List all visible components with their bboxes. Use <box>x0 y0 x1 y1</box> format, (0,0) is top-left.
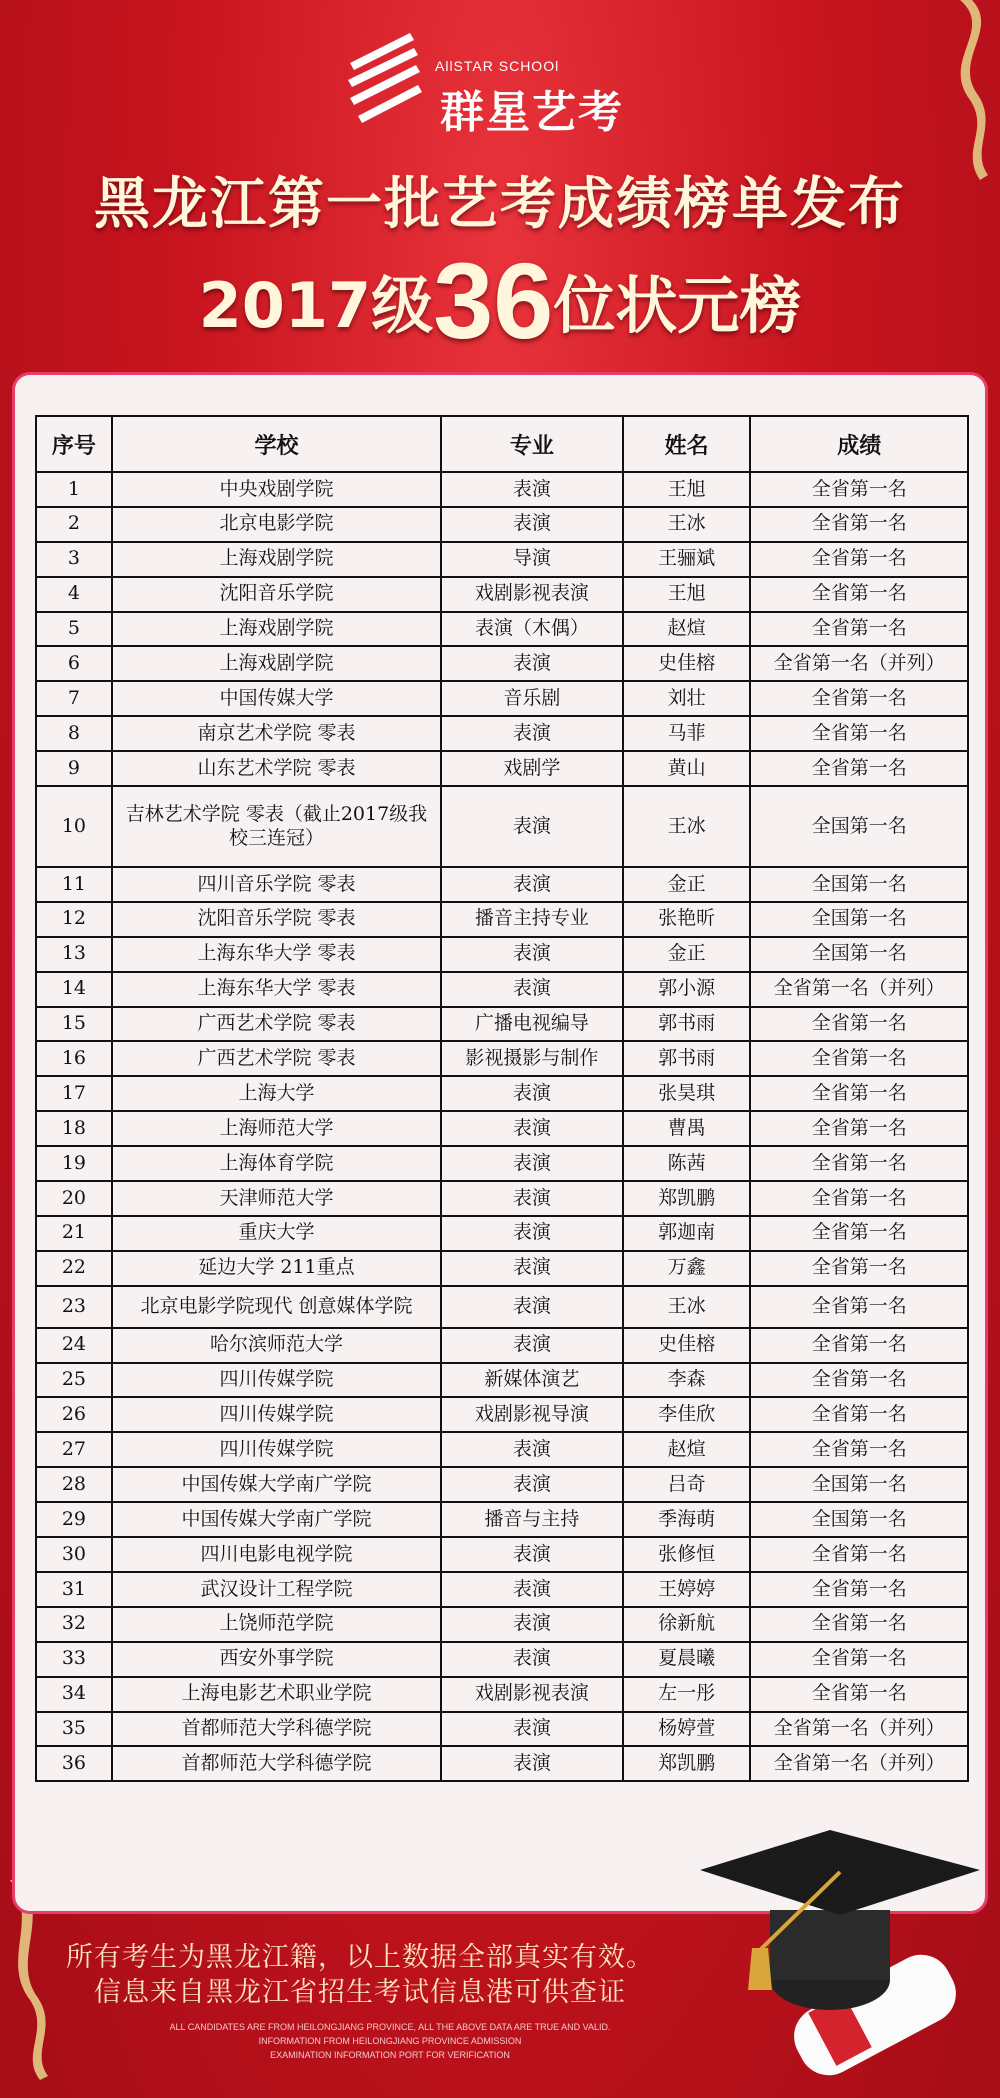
table-cell: 10 <box>36 786 112 867</box>
table-cell: 全省第一名 <box>750 1111 968 1146</box>
table-cell: 全省第一名 <box>750 1286 968 1328</box>
table-row <box>36 1076 968 1111</box>
table-cell: 史佳榕 <box>623 646 751 681</box>
subtitle-number: 36 <box>433 240 554 361</box>
table-cell: 表演 <box>441 1181 623 1216</box>
table-cell: 上海戏剧学院 <box>112 542 441 577</box>
table-cell: 王旭 <box>623 472 751 507</box>
table-cell: 黄山 <box>623 751 751 786</box>
table-cell: 表演 <box>441 867 623 902</box>
table-cell: 四川传媒学院 <box>112 1363 441 1398</box>
table-cell: 杨婷萱 <box>623 1712 751 1747</box>
table-row <box>36 1181 968 1216</box>
table-cell: 表演 <box>441 1572 623 1607</box>
table-cell: 上海戏剧学院 <box>112 612 441 647</box>
table-cell: 赵煊 <box>623 1432 751 1467</box>
table-cell: 全国第一名 <box>750 937 968 972</box>
table-cell: 全省第一名 <box>750 577 968 612</box>
table-row <box>36 1328 968 1363</box>
header-cell: 姓名 <box>623 416 751 472</box>
table-cell: 张昊琪 <box>623 1076 751 1111</box>
table-row <box>36 612 968 647</box>
table-cell: 表演 <box>441 1746 623 1781</box>
table-row <box>36 542 968 577</box>
table-cell: 广播电视编导 <box>441 1007 623 1042</box>
table-cell: 2 <box>36 507 112 542</box>
table-cell: 季海萌 <box>623 1502 751 1537</box>
table-cell: 全省第一名 <box>750 542 968 577</box>
table-cell: 8 <box>36 716 112 751</box>
table-cell: 中国传媒大学南广学院 <box>112 1467 441 1502</box>
table-cell: 全国第一名 <box>750 1502 968 1537</box>
table-cell: 31 <box>36 1572 112 1607</box>
table-cell: 全省第一名 <box>750 1076 968 1111</box>
table-cell: 音乐剧 <box>441 681 623 716</box>
table-row <box>36 681 968 716</box>
table-header-row <box>36 416 968 472</box>
table-cell: 首都师范大学科德学院 <box>112 1746 441 1781</box>
footer-note-line2: 信息来自黑龙江省招生考试信息港可供查证 <box>94 1977 626 2008</box>
logo-stripes-icon <box>340 28 440 128</box>
table-cell: 影视摄影与制作 <box>441 1041 623 1076</box>
table-cell: 全省第一名（并列） <box>750 972 968 1007</box>
table-cell: 24 <box>36 1328 112 1363</box>
table-cell: 表演 <box>441 1286 623 1328</box>
logo-chinese-text: 群星艺考 <box>440 87 624 138</box>
table-cell: 全省第一名（并列） <box>750 1746 968 1781</box>
table-row <box>36 1467 968 1502</box>
table-cell: 全省第一名 <box>750 716 968 751</box>
header-cell: 序号 <box>36 416 112 472</box>
table-cell: 上海体育学院 <box>112 1146 441 1181</box>
table-cell: 吕奇 <box>623 1467 751 1502</box>
table-cell: 夏晨曦 <box>623 1642 751 1677</box>
table-cell: 戏剧学 <box>441 751 623 786</box>
table-cell: 李佳欣 <box>623 1397 751 1432</box>
table-cell: 中央戏剧学院 <box>112 472 441 507</box>
table-cell: 陈茜 <box>623 1146 751 1181</box>
table-cell: 表演 <box>441 1216 623 1251</box>
table-cell: 全省第一名（并列） <box>750 646 968 681</box>
table-cell: 32 <box>36 1607 112 1642</box>
table-cell: 重庆大学 <box>112 1216 441 1251</box>
table-cell: 王旭 <box>623 577 751 612</box>
table-row <box>36 1642 968 1677</box>
table-row <box>36 1363 968 1398</box>
footer-english-line1: ALL CANDIDATES ARE FROM HEILONGJIANG PROVINCE, ALL THE ABOVE DATA ARE TRUE AND VALID. <box>169 2022 611 2032</box>
table-cell: 上海东华大学 零表 <box>112 937 441 972</box>
table-cell: 13 <box>36 937 112 972</box>
table-cell: 表演 <box>441 472 623 507</box>
table-cell: 王骊斌 <box>623 542 751 577</box>
table-cell: 表演 <box>441 1432 623 1467</box>
results-table <box>35 415 969 1782</box>
table-cell: 武汉设计工程学院 <box>112 1572 441 1607</box>
table-cell: 34 <box>36 1677 112 1712</box>
table-cell: 全省第一名 <box>750 1251 968 1286</box>
gold-ribbon-icon <box>900 0 1000 180</box>
table-row <box>36 1537 968 1572</box>
table-cell: 表演 <box>441 1537 623 1572</box>
header-cell: 成绩 <box>750 416 968 472</box>
table-cell: 36 <box>36 1746 112 1781</box>
table-cell: 表演 <box>441 1642 623 1677</box>
table-row <box>36 1286 968 1328</box>
table-cell: 表演（木偶） <box>441 612 623 647</box>
table-cell: 王冰 <box>623 786 751 867</box>
table-cell: 表演 <box>441 1146 623 1181</box>
table-row <box>36 1607 968 1642</box>
footer-english-line3: EXAMINATION INFORMATION PORT FOR VERIFICATION <box>270 2050 510 2060</box>
table-cell: 14 <box>36 972 112 1007</box>
table-row <box>36 786 968 867</box>
table-body <box>36 472 968 1781</box>
table-cell: 金正 <box>623 867 751 902</box>
table-cell: 表演 <box>441 1251 623 1286</box>
table-cell: 23 <box>36 1286 112 1328</box>
table-cell: 全省第一名 <box>750 1677 968 1712</box>
table-cell: 左一彤 <box>623 1677 751 1712</box>
table-row <box>36 646 968 681</box>
table-cell: 全省第一名 <box>750 1007 968 1042</box>
table-cell: 全省第一名 <box>750 751 968 786</box>
table-cell: 马菲 <box>623 716 751 751</box>
table-cell: 22 <box>36 1251 112 1286</box>
table-cell: 表演 <box>441 937 623 972</box>
table-cell: 新媒体演艺 <box>441 1363 623 1398</box>
table-cell: 沈阳音乐学院 <box>112 577 441 612</box>
table-cell: 18 <box>36 1111 112 1146</box>
subtitle-suffix: 位状元榜 <box>553 269 802 342</box>
table-cell: 3 <box>36 542 112 577</box>
table-row <box>36 1572 968 1607</box>
footer-note-line1: 所有考生为黑龙江籍，以上数据全部真实有效。 <box>66 1942 654 1973</box>
table-row <box>36 902 968 937</box>
table-cell: 四川音乐学院 零表 <box>112 867 441 902</box>
table-cell: 15 <box>36 1007 112 1042</box>
table-cell: 四川电影电视学院 <box>112 1537 441 1572</box>
table-row <box>36 1111 968 1146</box>
table-row <box>36 507 968 542</box>
table-cell: 广西艺术学院 零表 <box>112 1041 441 1076</box>
table-cell: 徐新航 <box>623 1607 751 1642</box>
table-cell: 上海戏剧学院 <box>112 646 441 681</box>
table-cell: 28 <box>36 1467 112 1502</box>
table-cell: 16 <box>36 1041 112 1076</box>
table-cell: 广西艺术学院 零表 <box>112 1007 441 1042</box>
table-row <box>36 472 968 507</box>
table-row <box>36 751 968 786</box>
table-cell: 戏剧影视导演 <box>441 1397 623 1432</box>
table-cell: 19 <box>36 1146 112 1181</box>
table-cell: 全省第一名 <box>750 1146 968 1181</box>
table-cell: 9 <box>36 751 112 786</box>
table-cell: 30 <box>36 1537 112 1572</box>
table-cell: 戏剧影视表演 <box>441 577 623 612</box>
table-cell: 表演 <box>441 1076 623 1111</box>
table-cell: 王冰 <box>623 507 751 542</box>
table-cell: 天津师范大学 <box>112 1181 441 1216</box>
table-cell: 表演 <box>441 1467 623 1502</box>
table-cell: 25 <box>36 1363 112 1398</box>
table-row <box>36 1216 968 1251</box>
table-cell: 曹禺 <box>623 1111 751 1146</box>
table-cell: 四川传媒学院 <box>112 1432 441 1467</box>
table-row <box>36 1502 968 1537</box>
table-cell: 王冰 <box>623 1286 751 1328</box>
table-row <box>36 1251 968 1286</box>
table-cell: 首都师范大学科德学院 <box>112 1712 441 1747</box>
table-cell: 导演 <box>441 542 623 577</box>
table-row <box>36 577 968 612</box>
table-cell: 山东艺术学院 零表 <box>112 751 441 786</box>
table-cell: 20 <box>36 1181 112 1216</box>
table-row <box>36 937 968 972</box>
table-row <box>36 716 968 751</box>
table-row <box>36 1677 968 1712</box>
page-subtitle <box>0 238 1000 363</box>
table-cell: 史佳榕 <box>623 1328 751 1363</box>
table-cell: 延边大学 211重点 <box>112 1251 441 1286</box>
table-cell: 播音与主持 <box>441 1502 623 1537</box>
table-row <box>36 1397 968 1432</box>
table-cell: 赵煊 <box>623 612 751 647</box>
table-cell: 四川传媒学院 <box>112 1397 441 1432</box>
table-cell: 西安外事学院 <box>112 1642 441 1677</box>
footer-english-line2: INFORMATION FROM HEILONGJIANG PROVINCE ADMISSION <box>258 2036 522 2046</box>
table-cell: 5 <box>36 612 112 647</box>
table-cell: 11 <box>36 867 112 902</box>
table-row <box>36 1146 968 1181</box>
header-cell: 专业 <box>441 416 623 472</box>
table-cell: 金正 <box>623 937 751 972</box>
table-cell: 全省第一名 <box>750 1363 968 1398</box>
table-cell: 郭小源 <box>623 972 751 1007</box>
table-cell: 全省第一名 <box>750 1181 968 1216</box>
table-cell: 全省第一名 <box>750 1607 968 1642</box>
table-cell: 表演 <box>441 786 623 867</box>
table-cell: 郭书雨 <box>623 1041 751 1076</box>
logo <box>340 28 660 138</box>
table-cell: 26 <box>36 1397 112 1432</box>
table-cell: 4 <box>36 577 112 612</box>
table-cell: 1 <box>36 472 112 507</box>
table-cell: 表演 <box>441 716 623 751</box>
table-cell: 21 <box>36 1216 112 1251</box>
table-cell: 全省第一名 <box>750 1572 968 1607</box>
table-cell: 全省第一名 <box>750 681 968 716</box>
table-row <box>36 1712 968 1747</box>
table-cell: 表演 <box>441 972 623 1007</box>
page-title: 黑龙江第一批艺考成绩榜单发布 <box>94 172 906 237</box>
table-cell: 全省第一名 <box>750 1432 968 1467</box>
table-cell: 表演 <box>441 646 623 681</box>
table-cell: 7 <box>36 681 112 716</box>
table-cell: 全省第一名 <box>750 1642 968 1677</box>
table-cell: 表演 <box>441 1607 623 1642</box>
table-cell: 中国传媒大学 <box>112 681 441 716</box>
table-cell: 27 <box>36 1432 112 1467</box>
table-cell: 全省第一名 <box>750 1397 968 1432</box>
table-cell: 全省第一名 <box>750 472 968 507</box>
table-cell: 郑凯鹏 <box>623 1746 751 1781</box>
table-cell: 表演 <box>441 507 623 542</box>
table-cell: 中国传媒大学南广学院 <box>112 1502 441 1537</box>
logo-english-text: AllSTAR SCHOOl <box>435 58 560 74</box>
table-cell: 表演 <box>441 1712 623 1747</box>
table-row <box>36 972 968 1007</box>
table-row <box>36 1746 968 1781</box>
table-cell: 南京艺术学院 零表 <box>112 716 441 751</box>
table-cell: 沈阳音乐学院 零表 <box>112 902 441 937</box>
subtitle-prefix: 2017级 <box>198 269 434 342</box>
table-row <box>36 1041 968 1076</box>
table-cell: 全省第一名 <box>750 1328 968 1363</box>
table-cell: 李森 <box>623 1363 751 1398</box>
table-cell: 郑凯鹏 <box>623 1181 751 1216</box>
table-cell: 表演 <box>441 1328 623 1363</box>
table-cell: 6 <box>36 646 112 681</box>
table-row <box>36 1432 968 1467</box>
table-cell: 上海师范大学 <box>112 1111 441 1146</box>
table-cell: 全省第一名 <box>750 612 968 647</box>
table-cell: 郭迦南 <box>623 1216 751 1251</box>
table-cell: 哈尔滨师范大学 <box>112 1328 441 1363</box>
table-cell: 全省第一名 <box>750 507 968 542</box>
table-cell: 33 <box>36 1642 112 1677</box>
table-cell: 刘壮 <box>623 681 751 716</box>
table-cell: 万鑫 <box>623 1251 751 1286</box>
table-cell: 17 <box>36 1076 112 1111</box>
table-cell: 北京电影学院现代 创意媒体学院 <box>112 1286 441 1328</box>
table-cell: 北京电影学院 <box>112 507 441 542</box>
table-cell: 张艳昕 <box>623 902 751 937</box>
graduation-cap-icon <box>690 1830 990 2090</box>
table-cell: 播音主持专业 <box>441 902 623 937</box>
table-cell: 表演 <box>441 1111 623 1146</box>
table-cell: 上海大学 <box>112 1076 441 1111</box>
table-cell: 全国第一名 <box>750 1467 968 1502</box>
table-cell: 全省第一名（并列） <box>750 1712 968 1747</box>
table-row <box>36 867 968 902</box>
table-cell: 12 <box>36 902 112 937</box>
table-cell: 上饶师范学院 <box>112 1607 441 1642</box>
table-cell: 35 <box>36 1712 112 1747</box>
table-row <box>36 1007 968 1042</box>
table-cell: 全省第一名 <box>750 1537 968 1572</box>
table-cell: 29 <box>36 1502 112 1537</box>
results-panel <box>12 372 988 1914</box>
table-cell: 全国第一名 <box>750 786 968 867</box>
header-cell: 学校 <box>112 416 441 472</box>
table-cell: 上海电影艺术职业学院 <box>112 1677 441 1712</box>
table-cell: 上海东华大学 零表 <box>112 972 441 1007</box>
table-cell: 全国第一名 <box>750 902 968 937</box>
table-cell: 郭书雨 <box>623 1007 751 1042</box>
table-cell: 全省第一名 <box>750 1041 968 1076</box>
table-cell: 张修恒 <box>623 1537 751 1572</box>
table-cell: 吉林艺术学院 零表（截止2017级我校三连冠） <box>112 786 441 867</box>
table-cell: 戏剧影视表演 <box>441 1677 623 1712</box>
table-cell: 王婷婷 <box>623 1572 751 1607</box>
table-cell: 全省第一名 <box>750 1216 968 1251</box>
table-cell: 全国第一名 <box>750 867 968 902</box>
